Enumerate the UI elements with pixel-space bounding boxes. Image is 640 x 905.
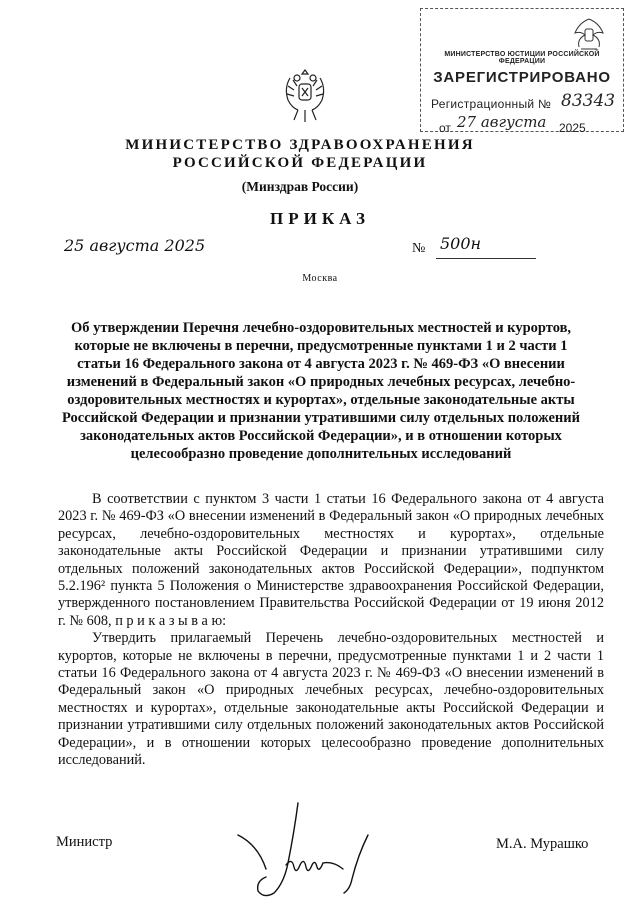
ministry-header (110, 136, 490, 196)
document-title: ПРИКАЗ (270, 209, 370, 228)
order-number: 500н (440, 234, 482, 253)
stamp-reg-number: 83343 (561, 91, 616, 111)
body-paragraph: Утвердить прилагаемый Перечень лечебно-оздоровительных местностей и курортов, которые не включены в перечни, предусмотренные пунктами 1 и 2 части 1 статьи 16 Федерального закона от 4 августа 2023 г. № 469-ФЗ «О внесении изменений в Федеральный закон «О природных лечебных ресурсах, лечебно-оздоровительных местностях и курортах», отдельные законодательные акты Российской Федерации и признании утратившими силу отдельных положений законодательных актов Российской Федерации», и в отношении которых целесообразно проведение дополнительных исследований. (58, 630, 604, 769)
ministry-short-name: (Минздрав России) (241, 179, 359, 194)
emblem-icon (280, 66, 330, 126)
stamp-date: 27 августа (457, 113, 547, 131)
signatory-name: М.А. Мурашко (496, 836, 589, 852)
ministry-name-line2: РОССИЙСКОЙ ФЕДЕРАЦИИ (172, 155, 428, 171)
order-date: 25 августа 2025 (64, 236, 206, 255)
body-paragraph: В соответствии с пунктом 3 части 1 статьи 16 Федерального закона от 4 августа 2023 г. № 469-ФЗ «О внесении изменений в Федеральный закон «О природных лечебных ресурсах, лечебно-оздоровительных местностях и курортах», отдельные законодательные акты Российской Федерации и признании утратившими силу отдельных положений законодательных актов Российской Федерации», подпунктом 5.2.196² пункта 5 Положения о Министерстве здравоохранения Российской Федерации, утвержденного постановлением Правительства Российской Федерации от 19 июня 2012 г. № 608, п р и к а з ы в а ю: (58, 491, 604, 629)
order-number-underline (436, 258, 536, 259)
order-body (58, 491, 604, 770)
order-city: Москва (302, 273, 338, 284)
stamp-reg-label: Регистрационный № (431, 97, 552, 111)
order-number-sign: № (412, 241, 426, 256)
signatory-position: Министр (56, 834, 113, 850)
stamp-ministry: МИНИСТЕРСТВО ЮСТИЦИИ РОССИЙСКОЙ ФЕДЕРАЦИИ (444, 51, 600, 65)
stamp-year: 2025 (559, 121, 586, 135)
registration-stamp (420, 8, 624, 135)
handwritten-signature (228, 795, 408, 903)
ministry-name-line1: МИНИСТЕРСТВО ЗДРАВООХРАНЕНИЯ (125, 137, 475, 153)
stamp-registered: ЗАРЕГИСТРИРОВАНО (433, 69, 611, 86)
stamp-date-prefix: от (439, 121, 451, 135)
order-heading: Об утверждении Перечня лечебно-оздоровительных местностей и курортов, которые не включены в перечни, предусмотренные пунктами 1 и 2 части 1 статьи 16 Федерального закона от 4 августа 2023 г. № 469-ФЗ «О внесении изменений в Федеральный закон «О природных лечебных ресурсах, лечебно-оздоровительных местностях и курортах», отдельные законодательные акты Российской Федерации и признании утратившими силу отдельных положений законодательных актов Российской Федерации», и в отношении которых целесообразно проведение дополнительных исследований (62, 320, 580, 462)
seal-emblem-icon (563, 15, 615, 55)
